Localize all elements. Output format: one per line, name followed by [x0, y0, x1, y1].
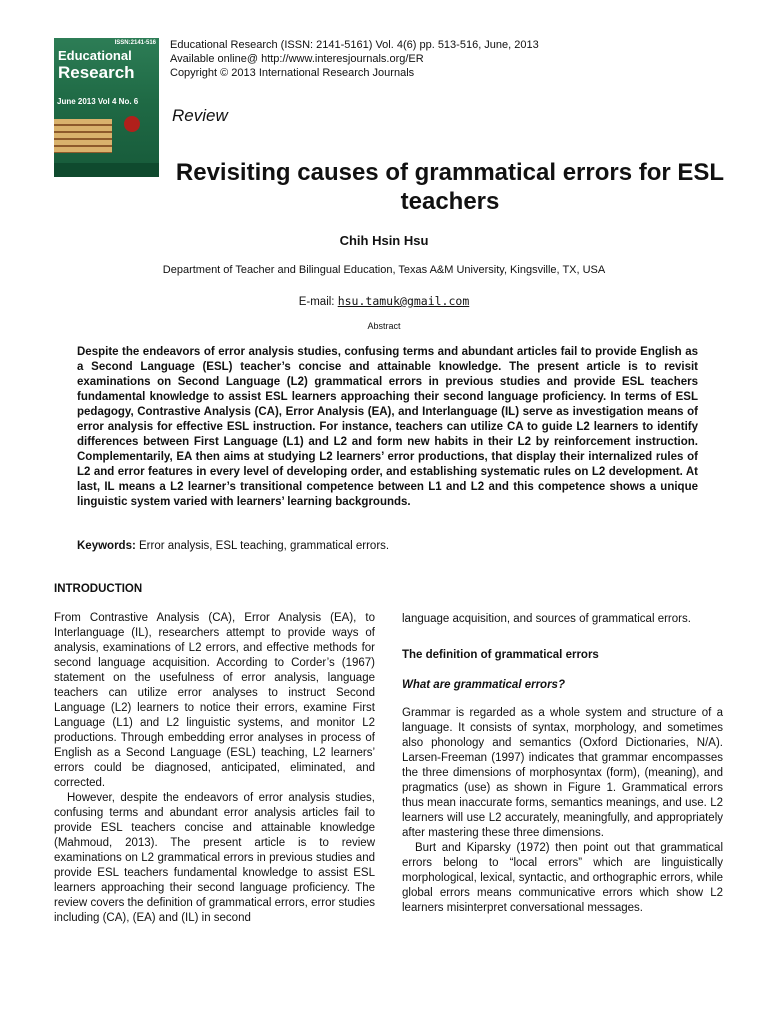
- abstract-text: Despite the endeavors of error analysis studies, confusing terms and abundant articles fail to provide English as a Second Language (ESL) teacher’s concise and attainable knowledge. The present article is to revisit examinations on Second Language (L2) grammatical errors in previous studies and provide ESL teachers fundamental knowledge to assist ESL learners approaching their second language proficiency. In terms of ESL pedagogy, Contrastive Analysis (CA), Error Analysis (EA), and Interlanguage (IL) serve as investigation means of error analysis for effective ESL instruction. For instance, teachers can utilize CA to guide L2 learners to identify differences between First Language (L1) and L2 and form new habits in their L2 by reinforcement instruction. Complementarily, EA then aims at studying L2 learners’ error productions, that display their internalized rules of L2 and error features in every level of developing order, and establishing systematic rules on L2 development. At last, IL means a L2 learner’s transitional competence between L1 and L2 and this competence shows a unique linguistic system varied with learners’ learning backgrounds.: [77, 346, 698, 508]
- author-email-line: [0, 294, 768, 308]
- journal-copyright: Copyright © 2013 International Research Journals: [170, 67, 415, 79]
- cover-title-line1: Educational: [58, 48, 132, 63]
- cover-issn: ISSN:2141-516: [114, 40, 156, 46]
- body-paragraph: Grammar is regarded as a whole system and structure of a language. It consists of syntax, morphology, and sometimes also phonology and semantics (Oxford Dictionaries, N/A). Larsen-Freeman (1997) indicates that grammar encompasses the three dimensions of morphosyntax (form), (meaning), and pragmatics (use) as shown in Figure 1. Grammatical errors thus mean inaccurate forms, semantics meanings, and use. L2 learners will use L2 accurately, meaningfully, and appropriately after mastering these three dimensions.: [402, 707, 723, 839]
- email-link[interactable]: hsu.tamuk@gmail.com: [337, 294, 470, 308]
- journal-availability: Available online@ http://www.interesjournals.org/ER: [170, 53, 424, 65]
- right-column: [402, 612, 723, 916]
- subsection-heading: What are grammatical errors?: [402, 679, 565, 691]
- apple-icon: [124, 116, 140, 132]
- body-paragraph: Burt and Kiparsky (1972) then point out that grammatical errors belong to “local errors” which are linguistically morphological, lexical, syntactic, and orthographic errors, while global errors means communicative errors which show L2 learners misinterpret conversational messages.: [402, 842, 723, 914]
- abstract-label: Abstract: [367, 321, 401, 331]
- body-paragraph: From Contrastive Analysis (CA), Error Analysis (EA), to Interlanguage (IL), researchers attempt to provide ways of analysis, examinations of L2 errors, and effective methods for second language acquisition. According to Corder’s (1967) statement on the usefulness of error analysis, language teachers can utilize error analyses to instruct Second Language (L2) learners to notice their errors, examine First Language (L1) and L2 linguistic systems, and monitor L2 productions. Through embedding error analyses in process of English as a Second Language (ESL) teaching, L2 learners’ errors could be diagnosed, anticipated, eliminated, and corrected.: [54, 612, 375, 789]
- email-label: E-mail:: [298, 296, 338, 308]
- cover-footer-bar: [54, 163, 159, 177]
- author-affiliation: Department of Teacher and Bilingual Education, Texas A&M University, Kingsville, TX, USA: [162, 264, 606, 276]
- article-type: Review: [172, 106, 228, 125]
- section-heading: The definition of grammatical errors: [402, 649, 599, 661]
- cover-issue: June 2013 Vol 4 No. 6: [57, 97, 139, 106]
- keywords-list: Error analysis, ESL teaching, grammatical errors.: [135, 540, 390, 552]
- keywords-line: [77, 540, 389, 552]
- body-paragraph: language acquisition, and sources of grammatical errors.: [402, 613, 691, 625]
- cover-title-line2: Research: [58, 63, 135, 82]
- keywords-label: Keywords:: [77, 540, 136, 552]
- author-name: Chih Hsin Hsu: [339, 233, 429, 248]
- body-paragraph: However, despite the endeavors of error analysis studies, confusing terms and abundant error analysis articles fail to provide ESL teachers concise and attainable knowledge (Mahmoud, 2013). The present article is to review examinations on L2 grammatical errors in previous studies and provide ESL teachers fundamental knowledge to assist ESL learners approaching their second language proficiency. The review covers the definition of grammatical errors, error studies including (CA), (EA) and (IL) in second: [54, 792, 375, 924]
- introduction-heading: INTRODUCTION: [54, 583, 143, 595]
- journal-info: [170, 38, 539, 80]
- books-icon: [54, 119, 112, 153]
- journal-cover-image: [54, 38, 159, 177]
- journal-citation: Educational Research (ISSN: 2141-5161) Vol. 4(6) pp. 513-516, June, 2013: [170, 39, 539, 51]
- article-title: Revisiting causes of grammatical errors for ESL teachers: [175, 159, 725, 215]
- left-column: [54, 611, 375, 926]
